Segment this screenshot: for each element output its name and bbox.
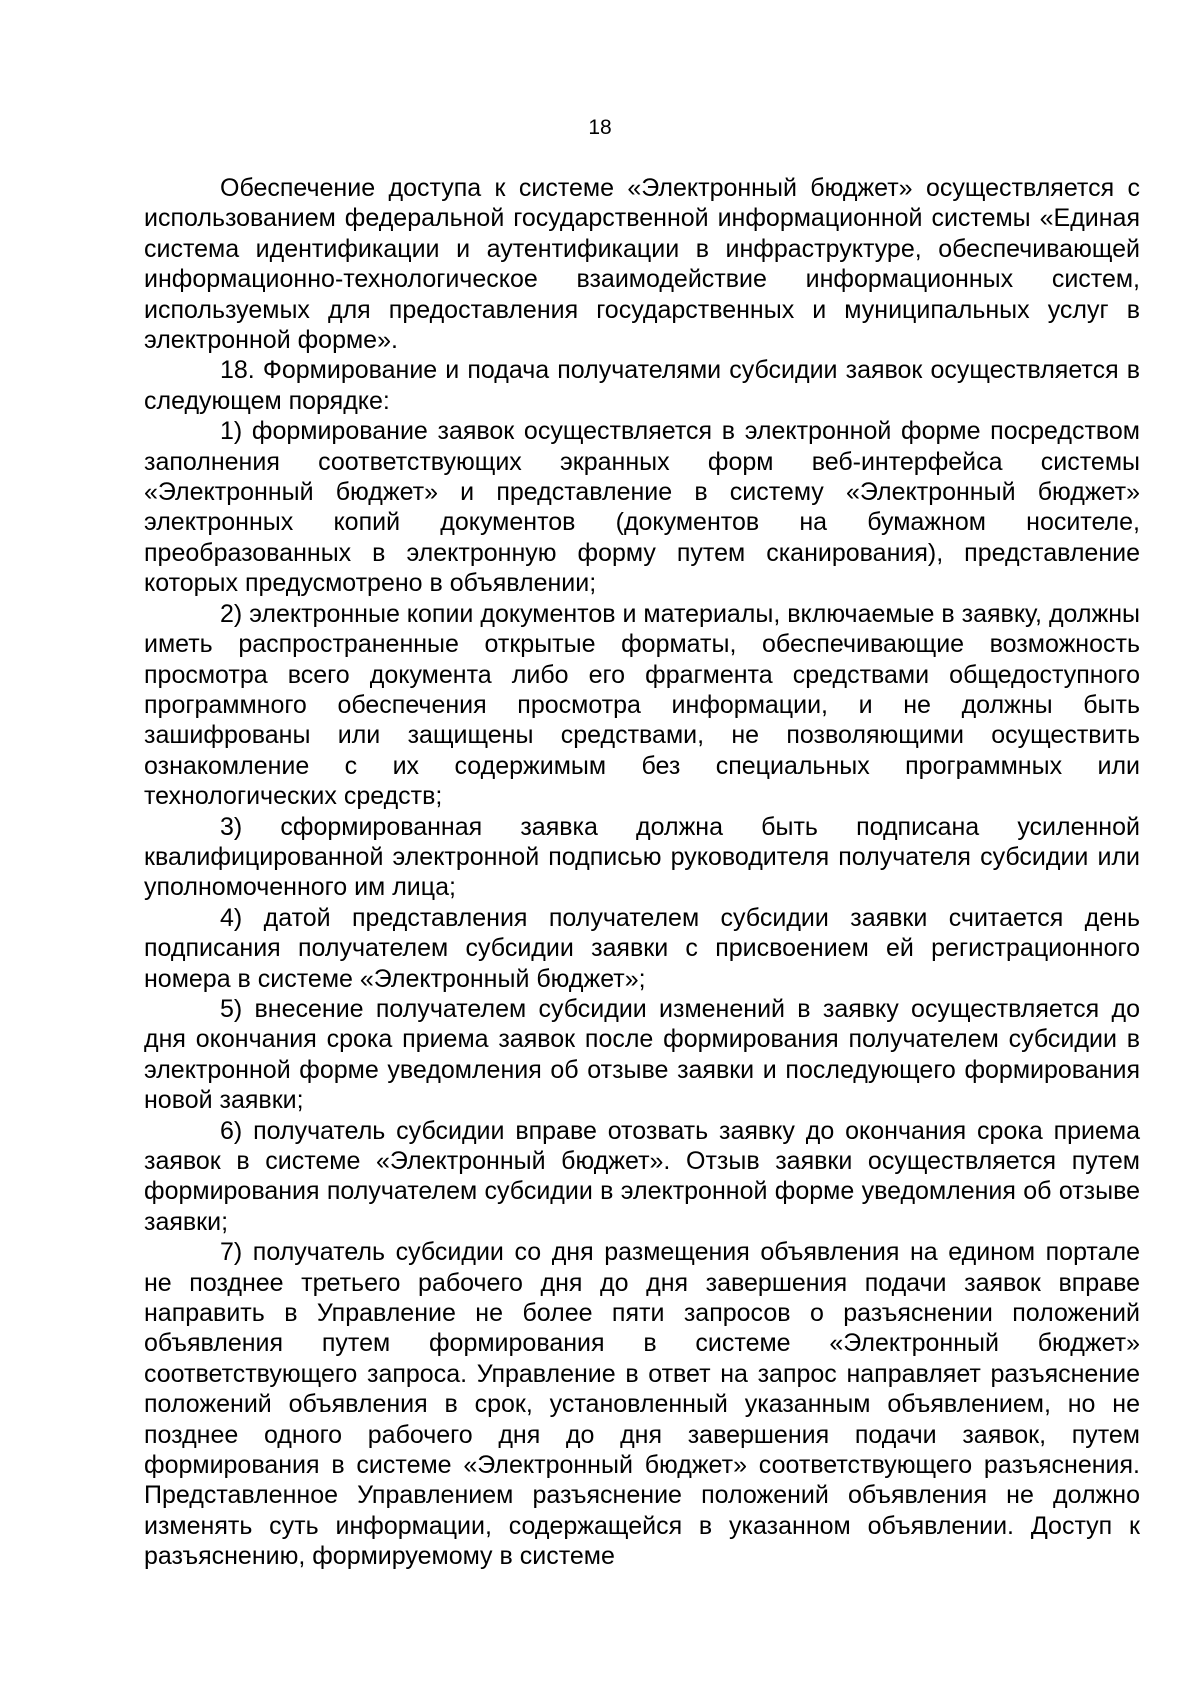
- paragraph-item-5: 5) внесение получателем субсидии изменений в заявку осуществляется до дня окончания срока приема заявок после формирования получателем субсидии в электронной форме уведомления об отзыве заявки и последующего формирования новой заявки;: [144, 994, 1140, 1115]
- paragraph-item-7: 7) получатель субсидии со дня размещения объявления на едином портале не позднее третьего рабочего дня до дня завершения подачи заявок вправе направить в Управление не более пяти запросов о разъяснении положений объявления путем формирования в системе «Электронный бюджет» соответствующего запроса. Управление в ответ на запрос направляет разъяснение положений объявления в срок, установленный указанным объявлением, но не позднее одного рабочего дня до дня завершения подачи заявок, путем формирования в системе «Электронный бюджет» соответствующего разъяснения. Представленное Управлением разъяснение положений объявления не должно изменять суть информации, содержащейся в указанном объявлении. Доступ к разъяснению, формируемому в системе: [144, 1238, 1140, 1571]
- paragraph-item-2: 2) электронные копии документов и материалы, включаемые в заявку, должны иметь распространенные открытые форматы, обеспечивающие возможность просмотра всего документа либо его фрагмента средствами общедоступного программного обеспечения просмотра информации, и не должны быть зашифрованы или защищены средствами, не позволяющими осуществить ознакомление с их содержимым без специальных программных или технологических средств;: [144, 599, 1140, 811]
- paragraph-item-3: 3) сформированная заявка должна быть подписана усиленной квалифицированной электронной подписью руководителя получателя субсидии или уполномоченного им лица;: [144, 812, 1140, 902]
- page-number: 18: [588, 116, 612, 139]
- document-body: [144, 173, 1140, 1572]
- paragraph-esia-access: Обеспечение доступа к системе «Электронный бюджет» осуществляется с использованием федеральной государственной информационной системы «Единая система идентификации и аутентификации в инфраструктуре, обеспечивающей информационно-технологическое взаимодействие информационных систем, используемых для предоставления государственных и муниципальных услуг в электронной форме».: [144, 174, 1140, 355]
- paragraph-clause-18: 18. Формирование и подача получателями субсидии заявок осуществляется в следующем порядке:: [144, 356, 1140, 415]
- paragraph-item-1: 1) формирование заявок осуществляется в электронной форме посредством заполнения соответствующих экранных форм веб-интерфейса системы «Электронный бюджет» и представление в систему «Электронный бюджет» электронных копий документов (документов на бумажном носителе, преобразованных в электронную форму путем сканирования), представление которых предусмотрено в объявлении;: [144, 417, 1140, 598]
- paragraph-item-6: 6) получатель субсидии вправе отозвать заявку до окончания срока приема заявок в системе «Электронный бюджет». Отзыв заявки осуществляется путем формирования получателем субсидии в электронной форме уведомления об отзыве заявки;: [144, 1116, 1140, 1236]
- paragraph-item-4: 4) датой представления получателем субсидии заявки считается день подписания получателем субсидии заявки с присвоением ей регистрационного номера в системе «Электронный бюджет»;: [144, 903, 1140, 993]
